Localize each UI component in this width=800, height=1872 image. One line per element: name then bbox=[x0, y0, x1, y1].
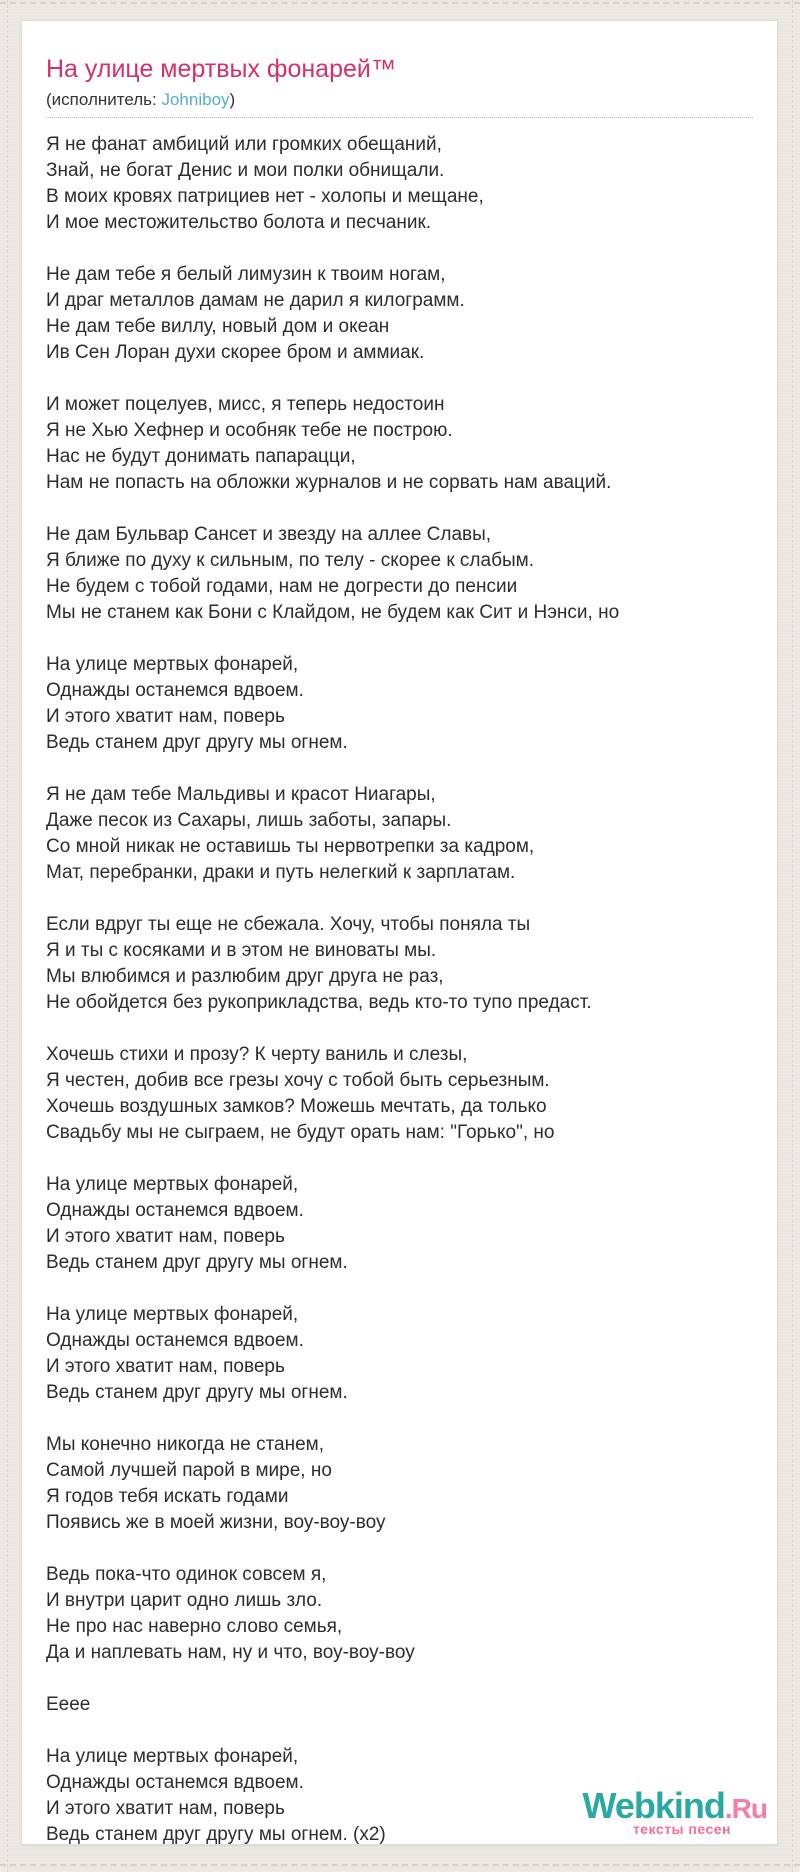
lyrics-line: Даже песок из Сахары, лишь заботы, запары. bbox=[46, 810, 452, 831]
lyrics-stanza bbox=[46, 1172, 753, 1276]
lyrics-line: Ведь станем друг другу мы огнем. bbox=[46, 732, 348, 753]
lyrics-stanza bbox=[46, 1562, 753, 1666]
artist-label: (исполнитель: bbox=[46, 90, 162, 109]
lyrics-line: Нас не будут донимать папарацци, bbox=[46, 446, 356, 467]
lyrics-line: Хочешь стихи и прозу? К черту ваниль и слезы, bbox=[46, 1044, 468, 1065]
lyrics-stanza bbox=[46, 1432, 753, 1536]
lyrics-line: Самой лучшей парой в мире, но bbox=[46, 1460, 332, 1481]
lyrics-line: Мы влюбимся и разлюбим друг друга не раз, bbox=[46, 966, 444, 987]
lyrics-line: И этого хватит нам, поверь bbox=[46, 1798, 285, 1819]
artist-line bbox=[46, 90, 753, 118]
lyrics-line: Не дам тебе виллу, новый дом и океан bbox=[46, 316, 390, 337]
lyrics-line: Я честен, добив все грезы хочу с тобой быть серьезным. bbox=[46, 1070, 550, 1091]
lyrics-line: И мое местожительство болота и песчаник. bbox=[46, 212, 432, 233]
artist-label-close: ) bbox=[229, 90, 236, 109]
lyrics-line: Знай, не богат Денис и мои полки обнищали. bbox=[46, 160, 445, 181]
lyrics-line: На улице мертвых фонарей, bbox=[46, 1174, 299, 1195]
lyrics-line: Ведь станем друг другу мы огнем. bbox=[46, 1382, 348, 1403]
page-edge-dots-right bbox=[792, 0, 793, 1872]
lyrics-card bbox=[21, 20, 778, 1845]
lyrics-line: На улице мертвых фонарей, bbox=[46, 654, 299, 675]
lyrics-stanza bbox=[46, 1042, 753, 1146]
lyrics-line: Я ближе по духу к сильным, по телу - скорее к слабым. bbox=[46, 550, 534, 571]
lyrics-line: Ив Сен Лоран духи скорее бром и аммиак. bbox=[46, 342, 425, 363]
lyrics-line: Появись же в моей жизни, воу-воу-воу bbox=[46, 1512, 386, 1533]
lyrics-line: Хочешь воздушных замков? Можешь мечтать, да только bbox=[46, 1096, 547, 1117]
lyrics-line: Мы не станем как Бони с Клайдом, не будем как Сит и Нэнси, но bbox=[46, 602, 620, 623]
page-edge-dots-bottom bbox=[0, 1864, 800, 1866]
lyrics-line: И внутри царит одно лишь зло. bbox=[46, 1590, 323, 1611]
page-edge-dots-left bbox=[7, 0, 8, 1872]
lyrics-line: Мы конечно никогда не станем, bbox=[46, 1434, 325, 1455]
lyrics-line: Однажды останемся вдвоем. bbox=[46, 1330, 304, 1351]
lyrics-line: Не про нас наверно слово семья, bbox=[46, 1616, 343, 1637]
lyrics-stanza bbox=[46, 262, 753, 366]
lyrics-line: Не будем с тобой годами, нам не догрести до пенсии bbox=[46, 576, 518, 597]
lyrics-stanza bbox=[46, 392, 753, 496]
lyrics-stanza bbox=[46, 132, 753, 236]
lyrics-line: Свадьбу мы не сыграем, не будут орать нам: "Горько", но bbox=[46, 1122, 555, 1143]
webkind-logo[interactable] bbox=[582, 1785, 767, 1837]
lyrics-stanza bbox=[46, 1302, 753, 1406]
lyrics-line: В моих кровях патрициев нет - холопы и мещане, bbox=[46, 186, 484, 207]
lyrics-line: Да и наплевать нам, ну и что, воу-воу-воу bbox=[46, 1642, 415, 1663]
lyrics-stanza bbox=[46, 782, 753, 886]
lyrics-line: Я не дам тебе Мальдивы и красот Ниагары, bbox=[46, 784, 436, 805]
song-title: На улице мертвых фонарей™ bbox=[46, 55, 396, 83]
lyrics-line: И драг металлов дамам не дарил я килограмм. bbox=[46, 290, 465, 311]
lyrics-line: И этого хватит нам, поверь bbox=[46, 1226, 285, 1247]
lyrics-line: Я не Хью Хефнер и особняк тебе не построю. bbox=[46, 420, 453, 441]
lyrics-stanza bbox=[46, 522, 753, 626]
lyrics-line: Мат, перебранки, драки и путь нелегкий к зарплатам. bbox=[46, 862, 516, 883]
lyrics-line: Я и ты с косяками и в этом не виноваты мы. bbox=[46, 940, 437, 961]
lyrics-line: Я не фанат амбиций или громких обещаний, bbox=[46, 134, 442, 155]
lyrics-line: И этого хватит нам, поверь bbox=[46, 706, 285, 727]
webkind-logo-primary: Webkind bbox=[582, 1785, 725, 1826]
lyrics-line: Ееее bbox=[46, 1694, 91, 1715]
lyrics-line: Однажды останемся вдвоем. bbox=[46, 680, 304, 701]
lyrics-line: И этого хватит нам, поверь bbox=[46, 1356, 285, 1377]
lyrics-line: Однажды останемся вдвоем. bbox=[46, 1772, 304, 1793]
lyrics bbox=[46, 132, 753, 1848]
lyrics-line: Ведь пока-что одинок совсем я, bbox=[46, 1564, 327, 1585]
lyrics-line: Нам не попасть на обложки журналов и не сорвать нам аваций. bbox=[46, 472, 612, 493]
lyrics-line: Не обойдется без рукоприкладства, ведь кто-то тупо предаст. bbox=[46, 992, 592, 1013]
lyrics-stanza bbox=[46, 652, 753, 756]
lyrics-line: И может поцелуев, мисс, я теперь недостоин bbox=[46, 394, 445, 415]
webkind-logo-tagline: тексты песен bbox=[632, 1821, 731, 1837]
lyrics-line: На улице мертвых фонарей, bbox=[46, 1746, 299, 1767]
lyrics-line: Ведь станем друг другу мы огнем. bbox=[46, 1252, 348, 1273]
lyrics-line: Я годов тебя искать годами bbox=[46, 1486, 289, 1507]
lyrics-line: Если вдруг ты еще не сбежала. Хочу, чтобы поняла ты bbox=[46, 914, 531, 935]
lyrics-line: Не дам тебе я белый лимузин к твоим ногам, bbox=[46, 264, 446, 285]
page-edge-dots-top bbox=[0, 2, 800, 4]
webkind-logo-suffix: .Ru bbox=[724, 1793, 767, 1824]
lyrics-line: Однажды останемся вдвоем. bbox=[46, 1200, 304, 1221]
lyrics-stanza bbox=[46, 1692, 753, 1718]
lyrics-line: Ведь станем друг другу мы огнем. (х2) bbox=[46, 1824, 386, 1845]
webkind-logo-text bbox=[583, 1785, 767, 1826]
lyrics-stanza bbox=[46, 912, 753, 1016]
lyrics-line: Не дам Бульвар Сансет и звезду на аллее Славы, bbox=[46, 524, 492, 545]
lyrics-line: На улице мертвых фонарей, bbox=[46, 1304, 299, 1325]
artist-link[interactable]: Johniboy bbox=[161, 90, 230, 109]
lyrics-line: Со мной никак не оставишь ты нервотрепки за кадром, bbox=[46, 836, 535, 857]
